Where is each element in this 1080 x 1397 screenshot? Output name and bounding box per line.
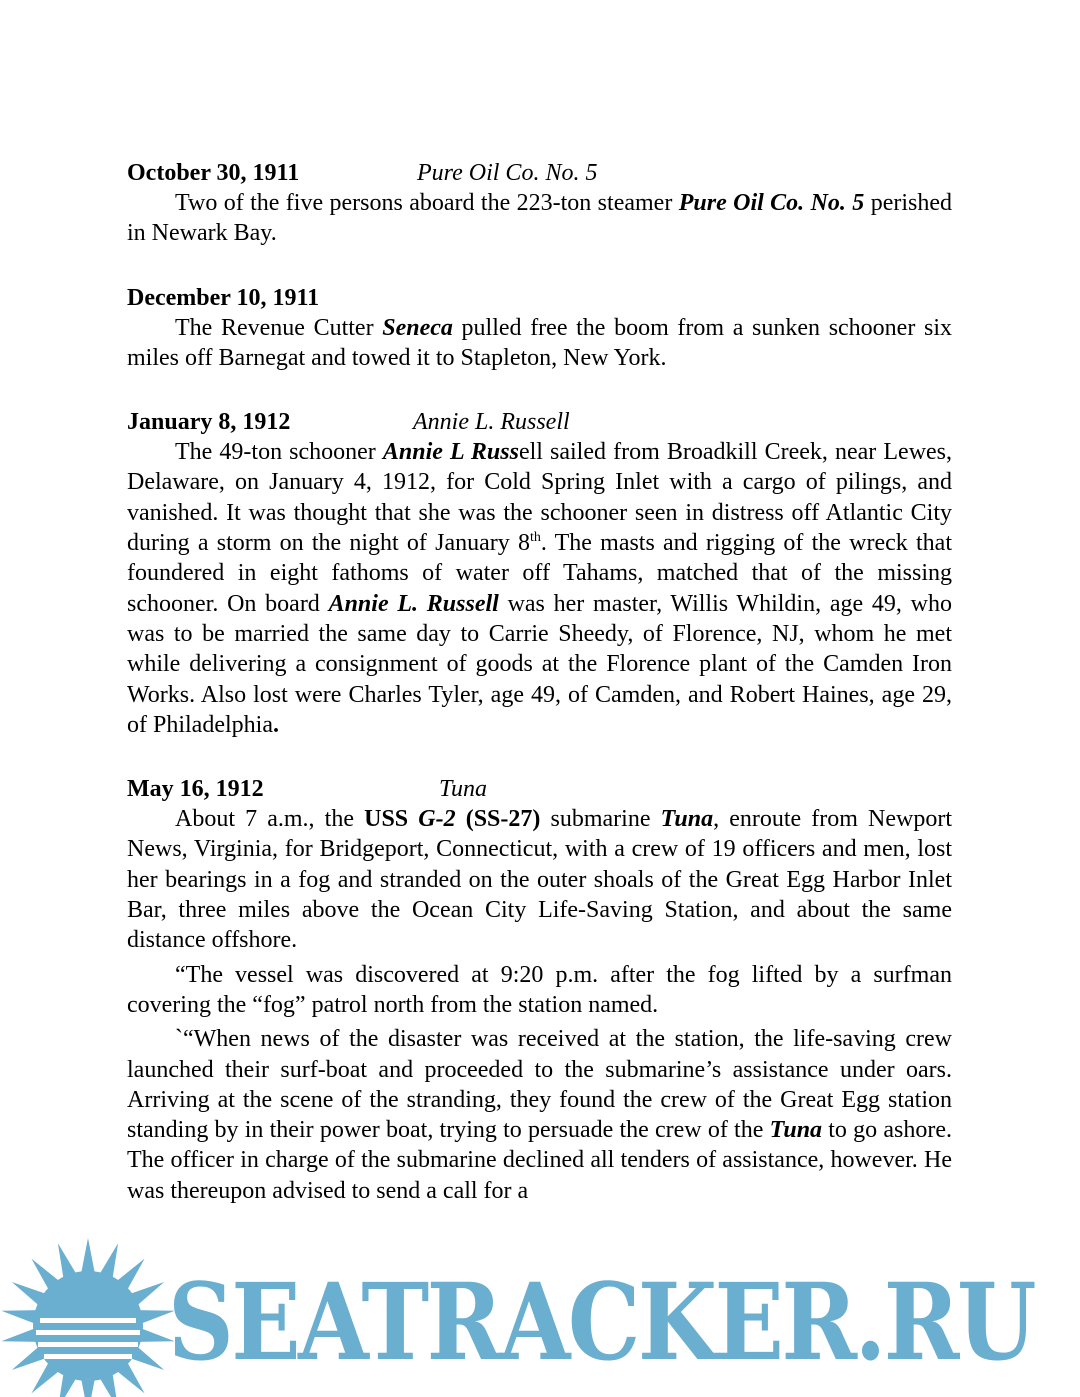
text-run: `“When news of the disaster was received at the station, the life-saving crew launched their surf-boat and proceeded to the submarine’s assistance under oars. Arriving at the scene of the stranding, they found the crew of the Great Egg station standing by in their power boat, trying to persuade the crew of the bbox=[127, 1026, 952, 1144]
vessel-name: Tuna bbox=[769, 1117, 823, 1144]
text-run: G-2 bbox=[418, 806, 456, 833]
text-run: (SS-27) bbox=[455, 806, 541, 833]
vessel-name: Pure Oil Co. No. 5 bbox=[678, 190, 865, 216]
text-run: Two of the five persons aboard the 223-ton steamer bbox=[175, 190, 679, 216]
entry-1912-05-16 bbox=[127, 774, 952, 1206]
text-run: submarine bbox=[540, 806, 661, 833]
entry-paragraph bbox=[127, 313, 952, 374]
entry-date: May 16, 1912 bbox=[127, 776, 264, 803]
text-run: “The vessel was discovered at 9:20 p.m. after the fog lifted by a surfman covering the “fog” patrol north from the station named. bbox=[127, 961, 952, 1018]
text-run: , enroute from Newport News, Virginia, for Bridgeport, Connecticut, with a crew of 19 officers and men, lost her bearings in a fog and stranded on the outer shoals of the Great Egg Harbor Inlet Bar, three miles above the Ocean City Life-Saving Station, and about the same distance offshore. bbox=[127, 806, 953, 954]
entry-heading bbox=[127, 283, 952, 313]
vessel-name: Seneca bbox=[382, 314, 453, 341]
vessel-name: Tuna bbox=[660, 806, 714, 833]
entry-paragraph bbox=[127, 188, 952, 249]
text-run: was her master, Willis Whildin, age 49, who was to be married the same day to Carrie Sheedy, of Florence, NJ, whom he met while delivering a consignment of goods at the Florence plant of the Camden Iron Works. Also lost were Charles Tyler, age 49, of Camden, and Robert Haines, age 29, of Philadelphia bbox=[127, 590, 952, 738]
vessel-name: Annie L. Russell bbox=[328, 590, 499, 617]
entry-paragraph bbox=[127, 1024, 952, 1206]
entry-vessel: Annie L. Russell bbox=[413, 409, 570, 436]
entry-paragraph bbox=[127, 437, 952, 740]
text-run: . The masts and rigging of the wreck that foundered in eight fathoms of water off Tahams, matched that of the missing schooner. On board bbox=[127, 530, 952, 617]
text-run: USS bbox=[364, 806, 419, 833]
entry-1912-01-08 bbox=[127, 407, 952, 740]
text-run: The Revenue Cutter bbox=[175, 314, 383, 341]
entry-heading bbox=[127, 774, 952, 804]
watermark-text: SEATRACKER.RU bbox=[168, 1259, 1034, 1384]
sun-icon bbox=[0, 1238, 176, 1397]
entry-heading bbox=[127, 158, 952, 188]
entry-paragraph bbox=[127, 960, 952, 1021]
text-run: . bbox=[272, 711, 279, 738]
entry-vessel: Pure Oil Co. No. 5 bbox=[417, 160, 598, 186]
text-run: ell sailed from Broadkill Creek, near Lewes, Delaware, on January 4, 1912, for Cold Spring Inlet with a cargo of pilings, and vanished. It was thought that she was the schooner seen in distress off Atlantic City during a storm on the night of January 8 bbox=[127, 439, 953, 557]
ordinal-superscript: th bbox=[529, 530, 541, 546]
vessel-name: Annie L Russ bbox=[382, 439, 519, 466]
text-run: The 49-ton schooner bbox=[175, 439, 383, 466]
entry-date: December 10, 1911 bbox=[127, 284, 320, 311]
entry-date: October 30, 1911 bbox=[127, 160, 300, 186]
text-run: pulled free the boom from a sunken schooner six miles off Barnegat and towed it to Stapleton, New York. bbox=[127, 314, 952, 371]
text-run: About 7 a.m., the bbox=[175, 806, 365, 833]
entry-1911-12-10 bbox=[127, 283, 952, 374]
document-page bbox=[127, 158, 952, 1240]
text-run: to go ashore. The officer in charge of the submarine declined all tenders of assistance, however. He was thereupon advised to send a call for a bbox=[127, 1117, 952, 1204]
entry-1911-10-30 bbox=[127, 158, 952, 249]
entry-paragraph bbox=[127, 804, 952, 955]
text-run: perished in Newark Bay. bbox=[127, 190, 953, 247]
entry-date: January 8, 1912 bbox=[127, 409, 291, 436]
entry-vessel: Tuna bbox=[439, 776, 488, 803]
entry-heading bbox=[127, 407, 952, 437]
